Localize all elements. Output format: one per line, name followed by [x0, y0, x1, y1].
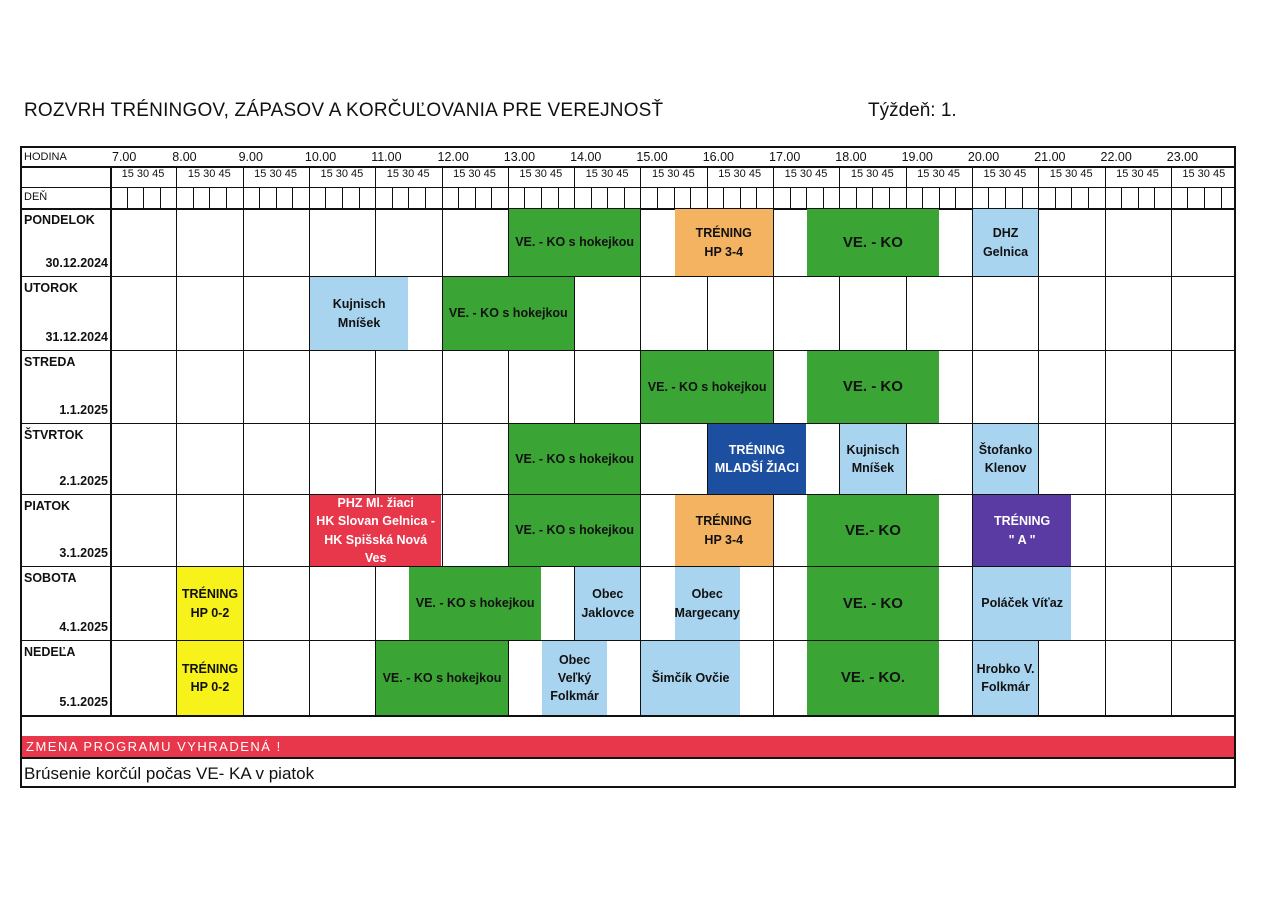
quarter-tick [1221, 187, 1222, 208]
event-label [843, 376, 903, 398]
quarter-tick [475, 187, 476, 208]
event-label-line: Jaklovce [581, 605, 635, 620]
quarter-tick [607, 187, 608, 208]
program-change-notice: ZMENA PROGRAMU VYHRADENÁ ! [22, 736, 1234, 757]
event-label [979, 441, 1032, 477]
event-label-line: VE. - KO s hokejkou [515, 523, 634, 538]
hour-column-line [640, 166, 641, 715]
quarter-tick [259, 187, 260, 208]
event-label [843, 232, 903, 254]
hour-label: 21.00 [1034, 150, 1066, 164]
schedule-event[interactable] [973, 641, 1038, 715]
schedule-event[interactable] [807, 567, 939, 640]
quarter-label: 15 30 45 [585, 168, 629, 180]
quarter-tick [458, 187, 459, 208]
event-label [652, 669, 730, 687]
quarter-tick [624, 187, 625, 208]
schedule-event[interactable] [575, 567, 640, 640]
quarter-tick [160, 187, 161, 208]
event-label-line: Margecany [674, 605, 740, 620]
day-date: 2.1.2025 [59, 474, 108, 488]
schedule-event[interactable] [973, 424, 1038, 494]
event-label [515, 450, 634, 468]
quarter-label: 15 30 45 [784, 168, 828, 180]
day-name: UTOROK [24, 281, 78, 295]
event-label [983, 224, 1028, 260]
hour-label: 16.00 [702, 150, 734, 164]
event-label [715, 441, 799, 477]
quarter-tick [591, 187, 592, 208]
day-header-label: DEŇ [24, 191, 48, 203]
quarter-tick [325, 187, 326, 208]
quarter-tick [1055, 187, 1056, 208]
event-label-line: Obec [592, 587, 624, 602]
day-name: STREDA [24, 355, 76, 369]
page-title: ROZVRH TRÉNINGOV, ZÁPASOV A KORČUĽOVANIA PRE VEREJNOSŤ [24, 100, 664, 121]
event-label-line: Folkmár [550, 689, 599, 704]
quarter-tick [939, 187, 940, 208]
quarter-tick [1121, 187, 1122, 208]
event-label-line: Mníšek [337, 315, 381, 330]
schedule-event[interactable] [973, 209, 1038, 276]
quarter-label: 15 30 45 [1049, 168, 1093, 180]
quarter-label: 15 30 45 [718, 168, 762, 180]
quarter-tick [674, 187, 675, 208]
event-label [515, 233, 634, 251]
schedule-event[interactable] [509, 495, 641, 566]
day-date: 4.1.2025 [59, 620, 108, 634]
hour-label: 8.00 [172, 150, 197, 164]
event-label-line: VE.- KO [845, 521, 901, 539]
event-label-line: VE. - KO. [840, 669, 906, 687]
quarter-tick [690, 187, 691, 208]
table-bottom-line [20, 715, 1236, 717]
event-label-line: VE. - KO [842, 594, 903, 612]
event-label [515, 521, 634, 539]
quarter-tick [1204, 187, 1205, 208]
quarter-tick [143, 187, 144, 208]
event-label-line: VE. - KO s hokejkou [382, 670, 502, 685]
quarter-tick [1022, 187, 1023, 208]
day-date: 3.1.2025 [59, 546, 108, 560]
schedule-event[interactable] [807, 351, 939, 423]
hour-label: 7.00 [112, 150, 137, 164]
quarter-label: 15 30 45 [1182, 168, 1226, 180]
event-label-line: Folkmár [981, 680, 1030, 694]
schedule-event[interactable] [310, 495, 442, 566]
event-label-line: VE. - KO s hokejkou [448, 306, 568, 321]
day-name: SOBOTA [24, 571, 77, 585]
schedule-event[interactable] [177, 567, 242, 640]
event-label-line: VE. - KO s hokejkou [647, 379, 767, 394]
hour-label: 13.00 [503, 150, 536, 164]
event-label-line: HP 3-4 [704, 532, 744, 547]
schedule-event[interactable] [708, 424, 806, 494]
quarter-label: 15 30 45 [254, 168, 297, 180]
hour-label: 17.00 [769, 150, 801, 164]
hour-column-line [1171, 166, 1172, 715]
day-name: PIATOK [24, 499, 71, 513]
quarter-tick [425, 187, 426, 208]
schedule-event[interactable] [443, 277, 575, 350]
schedule-event[interactable] [641, 351, 773, 423]
event-label-line: PHZ Ml. žiaci [337, 496, 414, 511]
quarter-tick [988, 187, 989, 208]
day-name: PONDELOK [24, 213, 95, 227]
schedule-event[interactable] [675, 209, 773, 276]
quarter-tick [491, 187, 492, 208]
event-label-line: Štofanko [978, 442, 1033, 457]
quarter-tick [392, 187, 393, 208]
event-label-line: MLADŠÍ ŽIACI [714, 461, 799, 475]
quarter-label: 15 30 45 [121, 168, 165, 180]
event-label [981, 594, 1063, 612]
sharpening-note: Brúsenie korčúl počas VE- KA v piatok [24, 764, 315, 783]
event-label-line: HK Slovan Gelnica - [316, 514, 436, 529]
quarter-label: 15 30 45 [917, 168, 960, 180]
event-label [416, 594, 535, 612]
quarter-tick [889, 187, 890, 208]
event-label [696, 224, 752, 260]
event-label-line: DHZ [992, 226, 1019, 241]
event-label-line: Kujnisch [846, 442, 900, 457]
quarter-label: 15 30 45 [386, 168, 430, 180]
hour-label: 23.00 [1166, 150, 1199, 164]
event-label-line: TRÉNING [728, 442, 786, 457]
quarter-tick [342, 187, 343, 208]
event-label [383, 669, 502, 687]
quarter-tick [524, 187, 525, 208]
hour-label: 22.00 [1100, 150, 1132, 164]
event-label-line: TRÉNING [181, 661, 239, 676]
quarter-tick [359, 187, 360, 208]
quarter-tick [558, 187, 559, 208]
schedule-event[interactable] [807, 209, 939, 276]
quarter-label: 15 30 45 [983, 168, 1027, 180]
footer-divider [20, 757, 1236, 759]
event-label-line: TRÉNING [993, 514, 1051, 529]
hour-label: 14.00 [570, 150, 602, 164]
row-divider [20, 276, 1236, 277]
day-date: 30.12.2024 [45, 256, 108, 270]
hour-column-line [375, 166, 376, 715]
event-label-line: Šimčík Ovčie [651, 670, 730, 685]
quarter-label: 15 30 45 [187, 168, 231, 180]
hour-column-line [243, 166, 244, 715]
quarter-tick [1071, 187, 1072, 208]
quarter-tick [657, 187, 658, 208]
event-label [977, 660, 1035, 696]
day-date: 1.1.2025 [59, 403, 108, 417]
schedule-event[interactable] [177, 641, 242, 715]
event-label [994, 512, 1050, 548]
schedule-event[interactable] [409, 567, 541, 640]
quarter-tick [1154, 187, 1155, 208]
quarter-tick [823, 187, 824, 208]
schedule-event[interactable] [807, 641, 939, 715]
event-label-line: " A " [1008, 532, 1036, 547]
quarter-tick [1088, 187, 1089, 208]
event-label [843, 593, 903, 615]
quarter-tick [790, 187, 791, 208]
quarter-tick [955, 187, 956, 208]
event-label [696, 512, 752, 548]
header-divider [20, 187, 1236, 188]
quarter-tick [756, 187, 757, 208]
event-label-line: Klenov [984, 461, 1027, 475]
event-label [544, 651, 605, 705]
schedule-event[interactable] [807, 495, 939, 566]
event-label-line: VE. - KO [842, 378, 903, 396]
event-label-line: TRÉNING [695, 514, 752, 529]
schedule-event[interactable] [542, 641, 607, 715]
event-label-line: VE. - KO [842, 233, 903, 251]
event-label [675, 585, 740, 621]
event-label-line: VE. - KO s hokejkou [415, 596, 535, 611]
schedule-event[interactable] [675, 567, 740, 640]
schedule-event[interactable] [641, 641, 739, 715]
hour-label: 18.00 [835, 150, 867, 164]
quarter-tick [408, 187, 409, 208]
quarter-tick [127, 187, 128, 208]
event-label-line: VE. - KO s hokejkou [515, 451, 634, 466]
hour-label: 12.00 [437, 150, 469, 164]
event-label-line: Gelnica [982, 244, 1029, 259]
event-label [312, 494, 440, 567]
row-divider [20, 350, 1236, 351]
event-label [333, 295, 386, 331]
quarter-label: 15 30 45 [1116, 168, 1159, 180]
hour-column-line [1105, 166, 1106, 715]
hour-label: 11.00 [371, 150, 402, 164]
label-column-line [110, 166, 112, 715]
quarter-label: 15 30 45 [519, 168, 563, 180]
event-label [449, 304, 568, 322]
quarter-tick [276, 187, 277, 208]
schedule-event[interactable] [310, 277, 408, 350]
quarter-tick [922, 187, 923, 208]
quarter-tick [1187, 187, 1188, 208]
week-label: Týždeň: 1. [868, 100, 957, 121]
event-label-line: VE. - KO s hokejkou [515, 235, 634, 250]
quarter-tick [226, 187, 227, 208]
event-label [581, 585, 634, 621]
schedule-event[interactable] [840, 424, 905, 494]
event-label-line: TRÉNING [181, 587, 239, 602]
quarter-label: 15 30 45 [453, 168, 496, 180]
event-label-line: HK Spišská Nová Ves [324, 532, 428, 565]
event-label-line: Kujnisch [332, 297, 386, 312]
event-label [182, 585, 238, 621]
schedule-event[interactable] [509, 424, 641, 494]
quarter-tick [209, 187, 210, 208]
day-date: 5.1.2025 [59, 695, 108, 709]
hour-column-line [309, 166, 310, 715]
event-label [841, 667, 905, 689]
schedule-event[interactable] [973, 567, 1071, 640]
quarter-tick [292, 187, 293, 208]
schedule-event[interactable] [509, 209, 641, 276]
schedule-event[interactable] [675, 495, 773, 566]
day-name: ŠTVRTOK [24, 428, 84, 442]
quarter-tick [541, 187, 542, 208]
quarter-tick [1138, 187, 1139, 208]
quarter-label: 15 30 45 [320, 168, 364, 180]
quarter-tick [193, 187, 194, 208]
event-label-line: Obec Veľký [557, 652, 592, 685]
hour-header-label: HODINA [24, 151, 67, 163]
quarter-label: 15 30 45 [651, 168, 695, 180]
hour-label: 15.00 [636, 150, 668, 164]
event-label-line: TRÉNING [695, 226, 752, 241]
event-label [845, 520, 901, 542]
event-label [182, 660, 238, 696]
schedule-event[interactable] [973, 495, 1071, 566]
quarter-tick [856, 187, 857, 208]
event-label-line: HP 0-2 [190, 605, 230, 620]
event-label [847, 441, 900, 477]
event-label [648, 378, 767, 396]
hour-label: 19.00 [901, 150, 933, 164]
event-label-line: HP 3-4 [704, 244, 744, 259]
hour-label: 10.00 [304, 150, 337, 164]
quarter-tick [723, 187, 724, 208]
day-date: 31.12.2024 [45, 330, 108, 344]
quarter-label: 15 30 45 [850, 168, 894, 180]
hour-label: 9.00 [238, 150, 263, 164]
event-label-line: Obec [691, 587, 723, 602]
schedule-event[interactable] [376, 641, 508, 715]
quarter-tick [872, 187, 873, 208]
hour-label: 20.00 [967, 150, 1000, 164]
quarter-tick [806, 187, 807, 208]
quarter-tick [740, 187, 741, 208]
event-label-line: Poláček Víťaz [981, 596, 1063, 611]
event-label-line: Hrobko V. [976, 661, 1035, 676]
event-label-line: Mníšek [851, 461, 895, 475]
event-label-line: HP 0-2 [190, 680, 230, 694]
quarter-tick [1005, 187, 1006, 208]
day-name: NEDEĽA [24, 645, 76, 659]
